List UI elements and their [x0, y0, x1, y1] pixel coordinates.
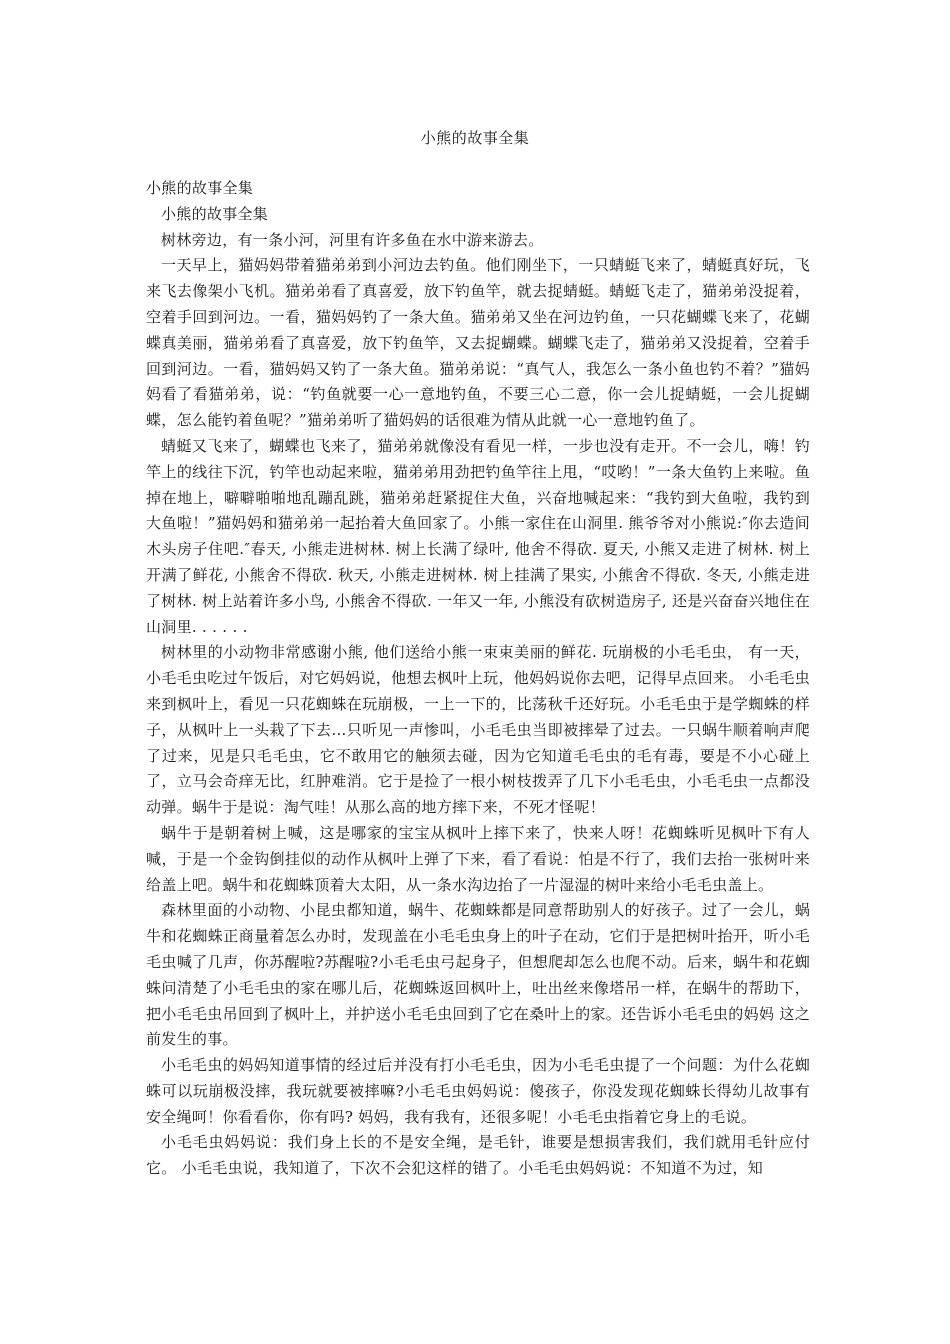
- paragraph: 树林旁边，有一条小河，河里有许多鱼在水中游来游去。: [161, 230, 544, 249]
- document-subheading: 小熊的故事全集: [161, 204, 269, 223]
- document-title: 小熊的故事全集: [420, 129, 530, 147]
- paragraph: 森林里面的小动物、小昆虫都知道，蜗牛、花蜘蛛都是同意帮助别人的好孩子。过了一会儿，蜗牛和花蜘蛛正商量着怎么办时，发现盖在小毛毛虫身上的叶子在动，它们于是把树叶抬开，听小毛毛虫喊了几声，你苏醒啦?苏醒啦?小毛毛虫弓起身子，但想爬却怎么也爬不动。后来，蜗牛和花蜘蛛问清楚了小毛毛虫的家在哪儿后，花蜘蛛返回枫叶上，吐出丝来像塔吊一样，在蜗牛的帮助下，把小毛毛虫吊回到了枫叶上，并护送小毛毛虫回到了它在桑叶上的家。还告诉小毛毛虫的妈妈 这之前发生的事。: [146, 901, 810, 1049]
- paragraph: 蜗牛于是朝着树上喊，这是哪家的宝宝从枫叶上摔下来了，快来人呀！花蜘蛛听见枫叶下有人喊，于是一个金钩倒挂似的动作从枫叶上弹了下来，看了看说：怕是不行了，我们去抬一张树叶来给盖上吧。蜗牛和花蜘蛛顶着大太阳，从一条水沟边抬了一片湿湿的树叶来给小毛毛虫盖上。: [146, 823, 810, 894]
- paragraph: 蜻蜓又飞来了，蝴蝶也飞来了，猫弟弟就像没有看见一样，一步也没有走开。不一会儿，嗨！钓竿上的线往下沉，钓竿也动起来啦，猫弟弟用劲把钓鱼竿往上甩，“哎哟！”一条大鱼钓上来啦。鱼掉在地上，噼噼啪啪地乱蹦乱跳，猫弟弟赶紧捉住大鱼，兴奋地喊起来：“我钓到大鱼啦，我钓到大鱼啦！”猫妈妈和猫弟弟一起抬着大鱼回家了。小熊一家住在山洞里. 熊爷爷对小熊说:″你去造间木头房子住吧.″春天, 小熊走进树林. 树上长满了绿叶, 他舍不得砍. 夏天, 小熊又走进了树林. 树上开满了鲜花, 小熊舍不得砍. 秋天, 小熊走进树林. 树上挂满了果实, 小熊舍不得砍. 冬天, 小熊走进了树林. 树上站着许多小鸟, 小熊舍不得砍. 一年又一年, 小熊没有砍树造房子, 还是兴奋奋兴地住在山洞里. . . . . .: [146, 436, 810, 636]
- document-body: [146, 176, 810, 1182]
- paragraph: 小毛毛虫的妈妈知道事情的经过后并没有打小毛毛虫，因为小毛毛虫提了一个问题：为什么花蜘蛛可以玩崩极没摔，我玩就要被摔嘛?小毛毛虫妈妈说：傻孩子，你没发现花蜘蛛长得幼儿故事有安全绳呵！你看看你，你有吗? 妈妈，我有我有，还很多呢！小毛毛虫指着它身上的毛说。: [146, 1056, 810, 1126]
- paragraph: 小毛毛虫妈妈说：我们身上长的不是安全绳，是毛针，谁要是想损害我们，我们就用毛针应付它。 小毛毛虫说，我知道了，下次不会犯这样的错了。小毛毛虫妈妈说：不知道不为过，知: [146, 1133, 810, 1178]
- paragraph: 树林里的小动物非常感谢小熊, 他们送给小熊一束束美丽的鲜花. 玩崩极的小毛毛虫， 有一天，小毛毛虫吃过午饭后，对它妈妈说，他想去枫叶上玩，他妈妈说你去吧，记得早点回来。 小毛毛虫来到枫叶上，看见一只花蜘蛛在玩崩极，一上一下的，比荡秋千还好玩。小毛毛虫于是学蜘蛛的样子，从枫叶上一头栽了下去…只听见一声惨叫，小毛毛虫当即被摔晕了过去。一只蜗牛顺着响声爬了过来，见是只毛毛虫，它不敢用它的触须去碰，因为它知道毛毛虫的毛有毒，要是不小心碰上了，立马会奇痒无比，红肿难消。它于是捡了一根小树枝拨弄了几下小毛毛虫，小毛毛虫一点都没动弹。蜗牛于是说：淘气哇！从那么高的地方摔下来，不死才怪呢！: [146, 643, 810, 817]
- paragraph: 一天早上，猫妈妈带着猫弟弟到小河边去钓鱼。他们刚坐下，一只蜻蜓飞来了，蜻蜓真好玩，飞来飞去像架小飞机。猫弟弟看了真喜爱，放下钓鱼竿，就去捉蜻蜓。蜻蜓飞走了，猫弟弟没捉着，空着手回到河边。一看，猫妈妈钓了一条大鱼。猫弟弟又坐在河边钓鱼，一只花蝴蝶飞来了，花蝴蝶真美丽，猫弟弟看了真喜爱，放下钓鱼竿，又去捉蝴蝶。蝴蝶飞走了，猫弟弟又没捉着，空着手回到河边。一看，猫妈妈又钓了一条大鱼。猫弟弟说：“真气人，我怎么一条小鱼也钓不着？”猫妈妈看了看猫弟弟，说：“钓鱼就要一心一意地钓鱼，不要三心二意，你一会儿捉蜻蜓，一会儿捉蝴蝶，怎么能钓着鱼呢？”猫弟弟听了猫妈妈的话很难为情从此就一心一意地钓鱼了。: [146, 256, 810, 430]
- document-heading: 小熊的故事全集: [146, 179, 254, 197]
